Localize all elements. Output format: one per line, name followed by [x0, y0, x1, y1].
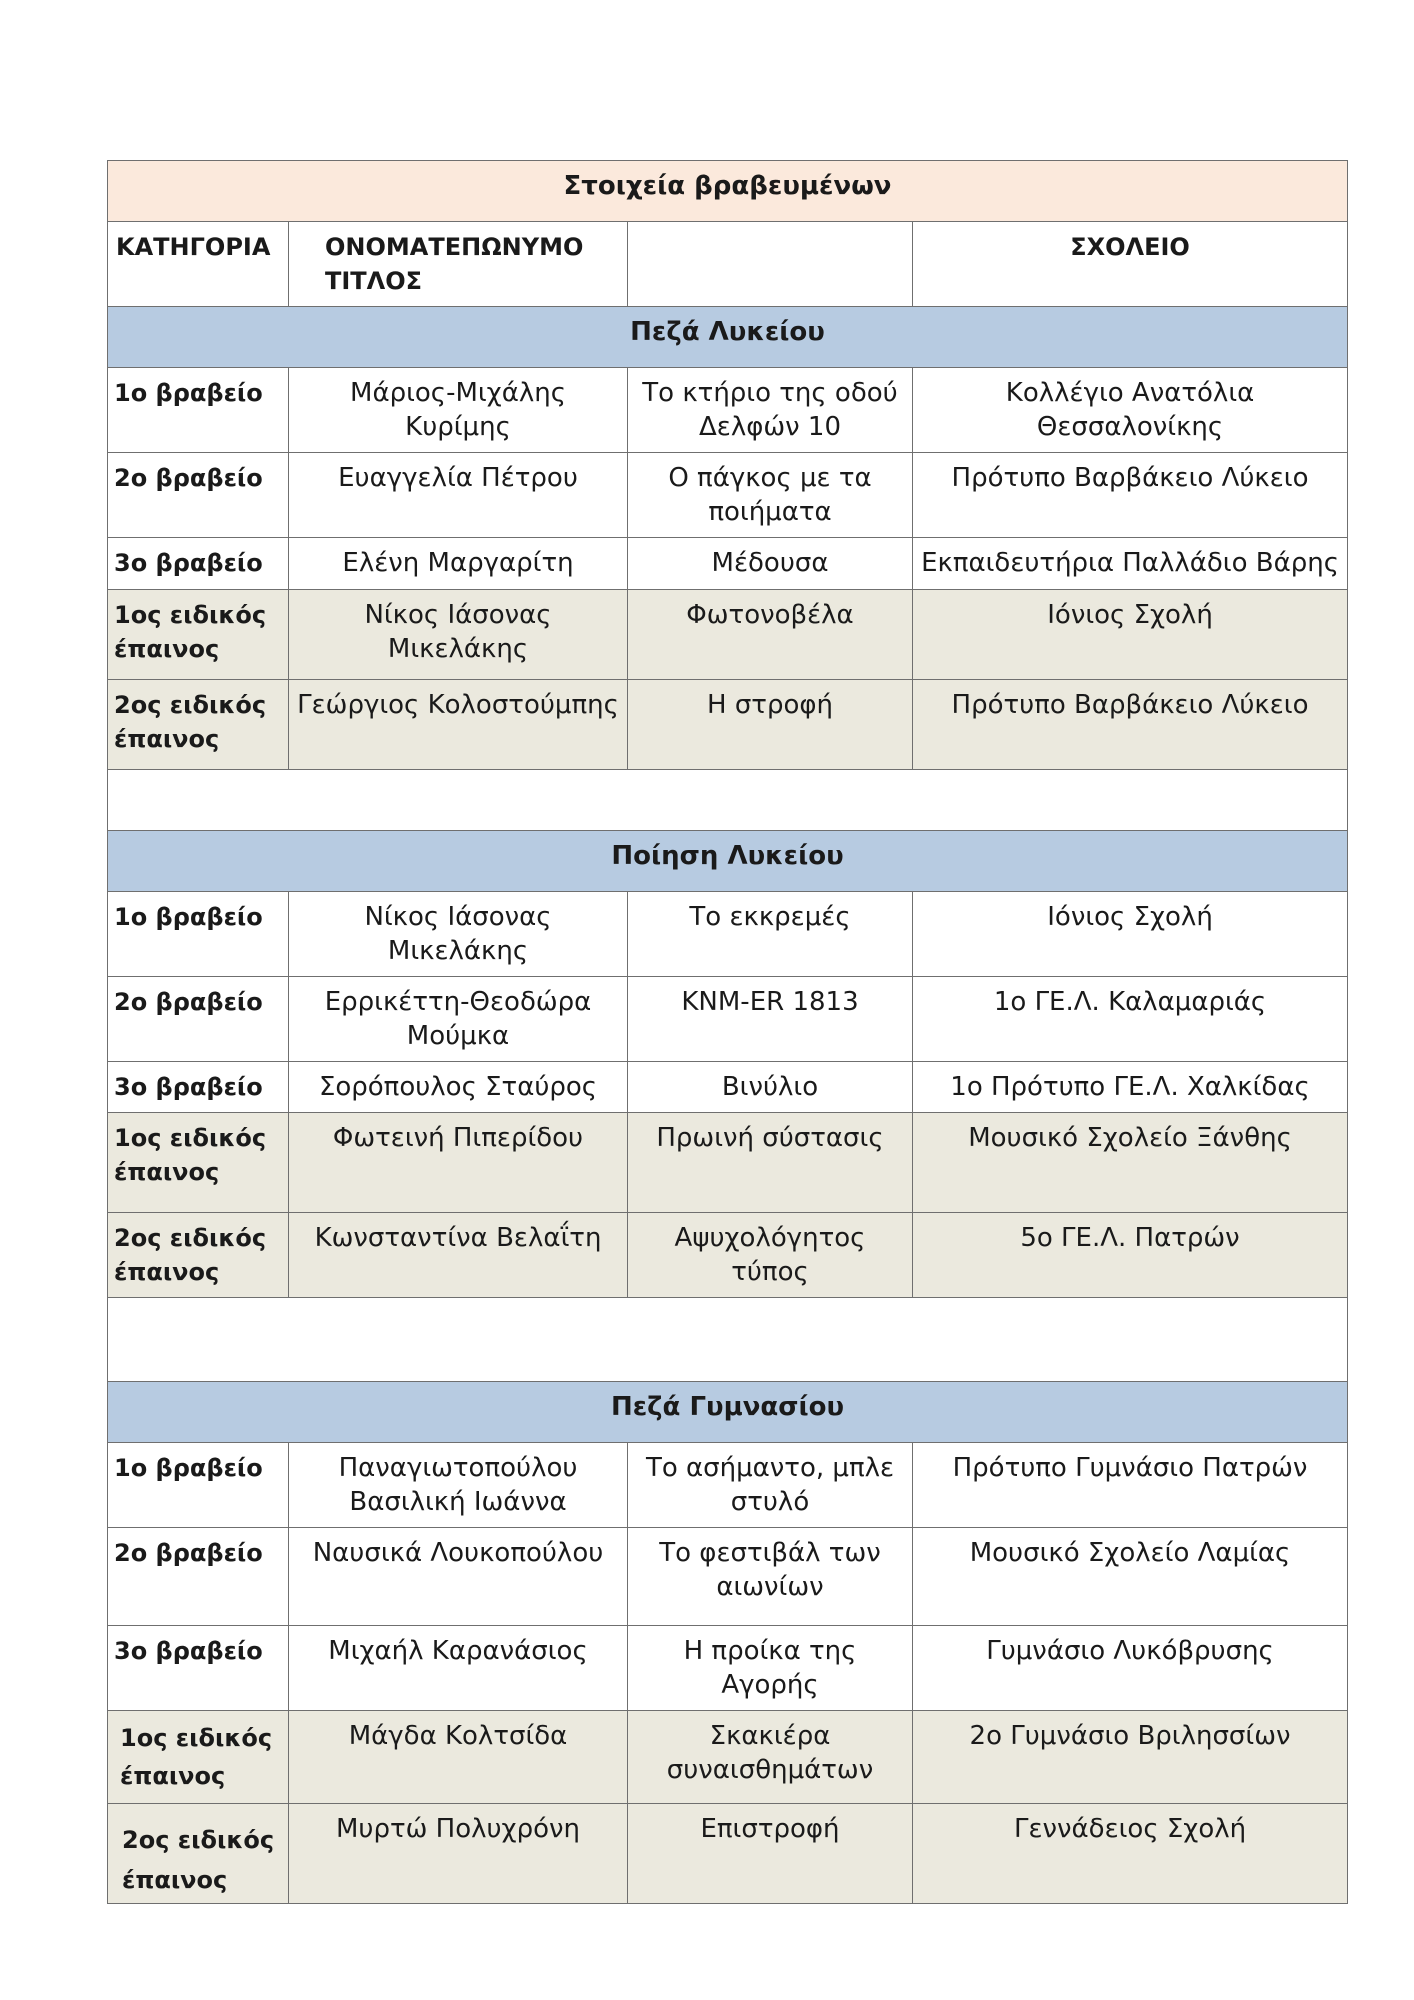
- overflow-category-label: 2ος ειδικός έπαινος: [122, 1826, 275, 1894]
- name-cell: Κωνσταντίνα Βελαΐτη: [289, 1213, 628, 1298]
- table-row: [108, 1062, 1348, 1113]
- title-cell: ΚΝΜ-ER 1813: [628, 977, 913, 1062]
- school-cell: Κολλέγιο Ανατόλια Θεσσαλονίκης: [913, 368, 1348, 453]
- title-cell: Μέδουσα: [628, 538, 913, 590]
- header-row: [108, 222, 1348, 307]
- spacer-row: [108, 770, 1348, 831]
- name-cell: Σορόπουλος Σταύρος: [289, 1062, 628, 1113]
- header-school: ΣΧΟΛΕΙΟ: [913, 222, 1348, 307]
- table-title-row: [108, 161, 1348, 222]
- school-cell: Γυμνάσιο Λυκόβρυσης: [913, 1626, 1348, 1711]
- header-category: ΚΑΤΗΓΟΡΙΑ: [108, 222, 289, 307]
- name-cell: Νίκος Ιάσονας Μικελάκης: [289, 892, 628, 977]
- title-cell: Το κτήριο της οδού Δελφών 10: [628, 368, 913, 453]
- table-row: [108, 1443, 1348, 1528]
- category-cell: 3ο βραβείο: [108, 1626, 289, 1711]
- title-cell: Το ασήμαντο, μπλε στυλό: [628, 1443, 913, 1528]
- table-row: [108, 977, 1348, 1062]
- table-row: [108, 1113, 1348, 1213]
- school-cell: Εκπαιδευτήρια Παλλάδιο Βάρης: [913, 538, 1348, 590]
- name-cell: Ευαγγελία Πέτρου: [289, 453, 628, 538]
- table-row: [108, 892, 1348, 977]
- title-cell: Ο πάγκος με τα ποιήματα: [628, 453, 913, 538]
- title-cell: Επιστροφή: [628, 1804, 913, 1904]
- header-empty: [628, 222, 913, 307]
- name-cell: Μάριος-Μιχάλης Κυρίμης: [289, 368, 628, 453]
- spacer-row: [108, 1298, 1348, 1382]
- school-cell: 5ο ΓΕ.Λ. Πατρών: [913, 1213, 1348, 1298]
- category-cell: 1ο βραβείο: [108, 892, 289, 977]
- name-cell: Παναγιωτοπούλου Βασιλική Ιωάννα: [289, 1443, 628, 1528]
- title-cell: Πρωινή σύστασις: [628, 1113, 913, 1213]
- awards-table: [107, 160, 1348, 1904]
- school-cell: 1ο ΓΕ.Λ. Καλαμαριάς: [913, 977, 1348, 1062]
- category-cell: 1ο βραβείο: [108, 1443, 289, 1528]
- category-cell: 1ο βραβείο: [108, 368, 289, 453]
- category-cell: 2ο βραβείο: [108, 453, 289, 538]
- category-cell: 1ος ειδικός έπαινος: [108, 1113, 289, 1213]
- section-title: Ποίηση Λυκείου: [108, 831, 1348, 892]
- title-cell: Φωτονοβέλα: [628, 590, 913, 680]
- table-title: Στοιχεία βραβευμένων: [108, 161, 1348, 222]
- title-cell: Η προίκα της Αγορής: [628, 1626, 913, 1711]
- title-cell: Το εκκρεμές: [628, 892, 913, 977]
- school-cell: Πρότυπο Βαρβάκειο Λύκειο: [913, 453, 1348, 538]
- school-cell: Ιόνιος Σχολή: [913, 590, 1348, 680]
- table-row: [108, 1711, 1348, 1804]
- category-cell: 2ο βραβείο: [108, 977, 289, 1062]
- table-row: [108, 680, 1348, 770]
- section-header: [108, 1382, 1348, 1443]
- school-cell: 1ο Πρότυπο ΓΕ.Λ. Χαλκίδας: [913, 1062, 1348, 1113]
- table-row: [108, 453, 1348, 538]
- table-row: [108, 368, 1348, 453]
- title-cell: Αψυχολόγητος τύπος: [628, 1213, 913, 1298]
- table-row: [108, 1528, 1348, 1626]
- name-cell: Ελένη Μαργαρίτη: [289, 538, 628, 590]
- name-cell: Μυρτώ Πολυχρόνη: [289, 1804, 628, 1904]
- category-cell: 3ο βραβείο: [108, 538, 289, 590]
- title-cell: Η στροφή: [628, 680, 913, 770]
- title-cell: Το φεστιβάλ των αιωνίων: [628, 1528, 913, 1626]
- section-title: Πεζά Λυκείου: [108, 307, 1348, 368]
- category-cell: 1ος ειδικός έπαινος: [108, 590, 289, 680]
- category-cell: 1ος ειδικός έπαινος: [108, 1711, 289, 1804]
- name-cell: Μιχαήλ Καρανάσιος: [289, 1626, 628, 1711]
- school-cell: Μουσικό Σχολείο Ξάνθης: [913, 1113, 1348, 1213]
- section-header: [108, 307, 1348, 368]
- name-cell: Μάγδα Κολτσίδα: [289, 1711, 628, 1804]
- school-cell: Πρότυπο Γυμνάσιο Πατρών: [913, 1443, 1348, 1528]
- title-cell: Σκακιέρα συναισθημάτων: [628, 1711, 913, 1804]
- table-row: [108, 1213, 1348, 1298]
- school-cell: Γεννάδειος Σχολή: [913, 1804, 1348, 1904]
- category-cell: 2ος ειδικός έπαινος: [108, 680, 289, 770]
- school-cell: Πρότυπο Βαρβάκειο Λύκειο: [913, 680, 1348, 770]
- name-cell: Φωτεινή Πιπερίδου: [289, 1113, 628, 1213]
- category-cell: 3ο βραβείο: [108, 1062, 289, 1113]
- name-cell: Γεώργιος Κολοστούμπης: [289, 680, 628, 770]
- table-row: [108, 538, 1348, 590]
- table-row: [108, 1626, 1348, 1711]
- name-cell: Ναυσικά Λουκοπούλου: [289, 1528, 628, 1626]
- name-cell: Νίκος Ιάσονας Μικελάκης: [289, 590, 628, 680]
- name-cell: Ερρικέττη-Θεοδώρα Μούμκα: [289, 977, 628, 1062]
- school-cell: Ιόνιος Σχολή: [913, 892, 1348, 977]
- category-cell: 2ο βραβείο: [108, 1528, 289, 1626]
- category-cell: 2ος ειδικός έπαινος: [108, 1213, 289, 1298]
- school-cell: 2ο Γυμνάσιο Βριλησσίων: [913, 1711, 1348, 1804]
- table-row: [108, 1804, 1348, 1904]
- header-name-title: ΟΝΟΜΑΤΕΠΩΝΥΜΟ ΤΙΤΛΟΣ: [289, 222, 628, 307]
- school-cell: Μουσικό Σχολείο Λαμίας: [913, 1528, 1348, 1626]
- title-cell: Βινύλιο: [628, 1062, 913, 1113]
- section-header: [108, 831, 1348, 892]
- table-row: [108, 590, 1348, 680]
- section-title: Πεζά Γυμνασίου: [108, 1382, 1348, 1443]
